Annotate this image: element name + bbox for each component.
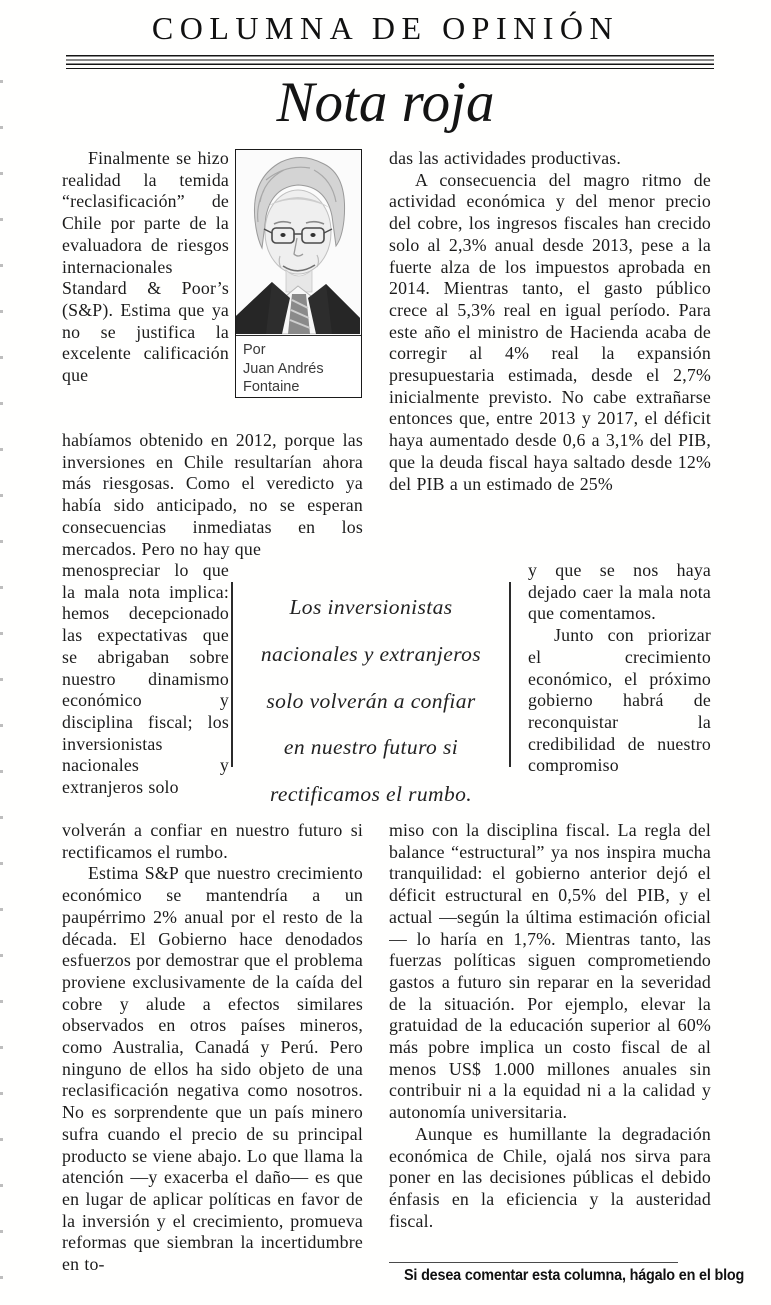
article-text-block-left-wide-1 (62, 430, 363, 562)
pull-quote-text (239, 584, 503, 818)
article-paragraph: das las actividades productivas. (389, 148, 622, 168)
article-paragraph: volverán a confiar en nuestro futuro si rectificamos el rumbo. (62, 820, 363, 862)
article-text-block-right-bottom (389, 820, 711, 1270)
article-text-block-right-beside-quote (528, 560, 711, 822)
pull-quote-line: en nuestro futuro si (283, 735, 459, 760)
pull-quote-line: nacionales y extranjeros (260, 641, 482, 666)
article-title: Nota roja (276, 71, 495, 134)
pull-quote-line: solo volverán a confiar (266, 688, 476, 713)
pull-quote-left-rule (231, 582, 233, 767)
article-paragraph: Aunque es humillante la degradación económica de Chile, ojalá nos sirva para poner en las decisiones públicas el debido énfasis en la eficiencia y la austeridad fiscal. (389, 1123, 711, 1231)
comment-note: Si desea comentar esta columna, hágalo en el blog (404, 1267, 745, 1284)
pull-quote (231, 582, 511, 814)
author-photo-box (235, 149, 362, 398)
article-paragraph: Estima S&P que nuestro crecimiento económico se mantendría a un paupérrimo 2% anual por el resto de la década. El Gobierno hace denodados esfuerzos por demostrar que el problema proviene exclusivamente de la caída del cobre y alude a efectos similares observados en otros países mineros, como Australia, Canadá y Perú. Pero ninguno de ellos ha sido objeto de una reclasificación negativa como nosotros. No es sorprendente que un país minero sufra cuando el precio de su principal producto se viene abajo. Lo que llama la atención —y exacerba el daño— es que en lugar de aplicar políticas en favor de la inversión y el crecimiento, promueva reformas que siembran la incertidumbre en to- (62, 863, 363, 1275)
pull-quote-line: rectificamos el rumbo. (269, 782, 473, 807)
article-paragraph: habíamos obtenido en 2012, porque las inversiones en Chile resultarían ahora más riesgosas. Como el veredicto ya había sido anticipado, no se esperan consecuencias inmediatas en los mercados. Pero no hay que (62, 430, 363, 559)
article-text-block-left-wide-2 (62, 820, 363, 1302)
kicker-rule (66, 55, 714, 69)
byline-name-line2: Fontaine (243, 379, 300, 395)
author-portrait-image (236, 150, 361, 336)
article-text-block-right-top (389, 148, 711, 562)
byline-prefix: Por (243, 342, 266, 358)
comment-note-rule (389, 1262, 678, 1263)
article-paragraph: miso con la disciplina fiscal. La regla del balance “estructural” ya nos inspira mucha tranquilidad: el gobierno anterior dejó el déficit estructural en 0,5% del PIB, y el actual —según la última estimación oficial— lo haría en 1,7%. Mientras tanto, las fuerzas políticas siguen comprometiendo gastos a futuro sin reparar en la severidad de la situación. Por ejemplo, elevar la gratuidad de la educación superior al 60% más pobre implica un costo fiscal de al menos US$ 1.000 millones anuales sin contribuir ni a la equidad ni a la calidad y autonomía universitaria. (389, 820, 711, 1123)
article-paragraph: y que se nos haya dejado caer la mala nota que comentamos. (528, 560, 711, 624)
article-paragraph: Finalmente se hizo realidad la temida “reclasificación” de Chile por parte de la evaluadora de riesgos internacionales Standard & Poor’s (S&P). Estima que ya no se justifica la excelente calificación que (62, 148, 229, 386)
byline (236, 336, 361, 397)
article-paragraph: A consecuencia del magro ritmo de actividad económica y del menor precio del cobre, los ingresos fiscales han crecido solo al 2,3% anual desde 2013, pese a la fuerte alza de los impuestos aprobada en 2014. Mientras tanto, el gasto público crece al 5,3% real en igual período. Para este año el ministro de Hacienda acaba de corregir al 4% real la expansión presupuestaria estimada, desde el 2,7% inicialmente previsto. No cabe extrañarse entonces que, entre 2013 y 2017, el déficit haya aumentado desde 0,6 a 3,1% del PIB, que la deuda fiscal haya saltado desde 12% del PIB a un estimado de 25% (389, 169, 711, 494)
article-text-block-left-top (62, 148, 229, 432)
section-kicker: COLUMNA DE OPINIÓN (151, 10, 620, 46)
pull-quote-right-rule (509, 582, 511, 767)
page-edge-artifacts (0, 80, 3, 1290)
article-text-block-left-beside-quote (62, 560, 229, 822)
article-paragraph: Junto con priorizar el crecimiento económico, el próximo gobierno habrá de reconquistar la credibilidad de nuestro compromiso (528, 625, 711, 776)
article-paragraph: menospreciar lo que la mala nota implica: hemos decepcionado las expectativas que se abrigaban sobre nuestro dinamismo económico y disciplina fiscal; los inversionistas nacionales y extranjeros solo (62, 560, 229, 798)
pull-quote-line: Los inversionistas (289, 595, 453, 619)
byline-name-line1: Juan Andrés (243, 360, 324, 377)
author-portrait-sketch (236, 150, 360, 334)
